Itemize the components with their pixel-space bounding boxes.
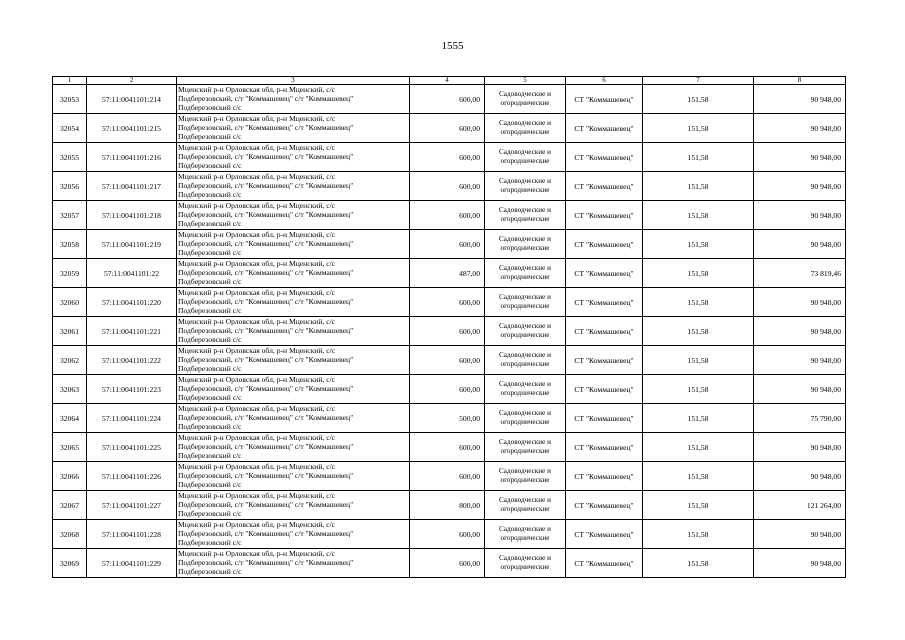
address-line-3: Подберезовский с/с: [178, 190, 242, 199]
table-row: [53, 346, 846, 375]
cadastral-value: 90 948,00: [754, 288, 846, 317]
record-number: 32056: [53, 172, 87, 201]
cadastral-number: 57:11:0041101:221: [87, 317, 177, 346]
address-line-2: Подберезовский, с/т "Коммашевец" с/т "Коммашевец": [178, 384, 354, 393]
table-row: [53, 288, 846, 317]
address-line-2: Подберезовский, с/т "Коммашевец" с/т "Коммашевец": [178, 355, 354, 364]
land-use-line-1: Садоводческие и: [499, 293, 551, 301]
record-number: 32055: [53, 143, 87, 172]
land-use-cell: [485, 230, 566, 259]
address-line-1: Мценский р-н Орловская обл, р-н Мценский, с/с: [178, 491, 336, 500]
column-number-header: [53, 77, 846, 85]
land-use-line-2: огороднические: [500, 418, 550, 426]
column-header: 4: [410, 77, 485, 85]
address-line-2: Подберезовский, с/т "Коммашевец" с/т "Коммашевец": [178, 210, 354, 219]
address-line-1: Мценский р-н Орловская обл, р-н Мценский, с/с: [178, 462, 336, 471]
land-use-line-1: Садоводческие и: [499, 409, 551, 417]
record-number: 32060: [53, 288, 87, 317]
address-line-3: Подберезовский с/с: [178, 161, 242, 170]
address-cell: [177, 172, 410, 201]
cadastral-value: 90 948,00: [754, 375, 846, 404]
organization-name: СТ "Коммашевец": [566, 85, 643, 114]
land-use-line-2: огороднические: [500, 505, 550, 513]
area-value: 600,00: [410, 346, 485, 375]
organization-name: СТ "Коммашевец": [566, 346, 643, 375]
record-number: 32061: [53, 317, 87, 346]
address-line-2: Подберезовский, с/т "Коммашевец" с/т "Коммашевец": [178, 500, 354, 509]
cadastral-value: 90 948,00: [754, 462, 846, 491]
cadastral-value: 90 948,00: [754, 201, 846, 230]
organization-name: СТ "Коммашевец": [566, 288, 643, 317]
land-use-line-1: Садоводческие и: [499, 496, 551, 504]
cadastral-value: 73 819,46: [754, 259, 846, 288]
price-per-unit: 151,58: [643, 346, 754, 375]
area-value: 600,00: [410, 462, 485, 491]
price-per-unit: 151,58: [643, 201, 754, 230]
cadastral-number: 57:11:0041101:225: [87, 433, 177, 462]
area-value: 600,00: [410, 230, 485, 259]
address-line-2: Подберезовский, с/т "Коммашевец" с/т "Коммашевец": [178, 442, 354, 451]
organization-name: СТ "Коммашевец": [566, 520, 643, 549]
address-cell: [177, 462, 410, 491]
land-use-line-2: огороднические: [500, 186, 550, 194]
address-line-3: Подберезовский с/с: [178, 393, 242, 402]
address-cell: [177, 346, 410, 375]
organization-name: СТ "Коммашевец": [566, 143, 643, 172]
address-line-1: Мценский р-н Орловская обл, р-н Мценский, с/с: [178, 375, 336, 384]
record-number: 32057: [53, 201, 87, 230]
area-value: 600,00: [410, 288, 485, 317]
area-value: 600,00: [410, 549, 485, 578]
cadastral-number: 57:11:0041101:229: [87, 549, 177, 578]
price-per-unit: 151,58: [643, 520, 754, 549]
land-use-line-1: Садоводческие и: [499, 177, 551, 185]
record-number: 32068: [53, 520, 87, 549]
area-value: 600,00: [410, 317, 485, 346]
cadastral-number: 57:11:0041101:223: [87, 375, 177, 404]
land-use-line-2: огороднические: [500, 157, 550, 165]
land-use-cell: [485, 259, 566, 288]
record-number: 32069: [53, 549, 87, 578]
record-number: 32067: [53, 491, 87, 520]
organization-name: СТ "Коммашевец": [566, 549, 643, 578]
cadastral-value: 90 948,00: [754, 230, 846, 259]
address-line-3: Подберезовский с/с: [178, 277, 242, 286]
price-per-unit: 151,58: [643, 259, 754, 288]
address-cell: [177, 259, 410, 288]
record-number: 32065: [53, 433, 87, 462]
address-cell: [177, 114, 410, 143]
record-number: 32063: [53, 375, 87, 404]
cadastral-number: 57:11:0041101:228: [87, 520, 177, 549]
cadastral-number: 57:11:0041101:217: [87, 172, 177, 201]
address-line-2: Подберезовский, с/т "Коммашевец" с/т "Коммашевец": [178, 326, 354, 335]
address-line-3: Подберезовский с/с: [178, 132, 242, 141]
table-row: [53, 259, 846, 288]
column-header: 6: [566, 77, 643, 85]
price-per-unit: 151,58: [643, 143, 754, 172]
price-per-unit: 151,58: [643, 317, 754, 346]
column-header: 5: [485, 77, 566, 85]
address-line-1: Мценский р-н Орловская обл, р-н Мценский, с/с: [178, 288, 336, 297]
area-value: 600,00: [410, 85, 485, 114]
address-line-3: Подберезовский с/с: [178, 248, 242, 257]
column-header: 3: [177, 77, 410, 85]
land-use-line-1: Садоводческие и: [499, 322, 551, 330]
address-line-1: Мценский р-н Орловская обл, р-н Мценский, с/с: [178, 404, 336, 413]
price-per-unit: 151,58: [643, 85, 754, 114]
land-use-cell: [485, 491, 566, 520]
land-use-line-2: огороднические: [500, 99, 550, 107]
address-line-3: Подберезовский с/с: [178, 538, 242, 547]
organization-name: СТ "Коммашевец": [566, 172, 643, 201]
land-use-line-1: Садоводческие и: [499, 264, 551, 272]
land-use-line-2: огороднические: [500, 563, 550, 571]
area-value: 600,00: [410, 172, 485, 201]
price-per-unit: 151,58: [643, 288, 754, 317]
land-use-cell: [485, 433, 566, 462]
address-line-1: Мценский р-н Орловская обл, р-н Мценский, с/с: [178, 201, 336, 210]
table-row: [53, 375, 846, 404]
land-use-line-2: огороднические: [500, 128, 550, 136]
area-value: 500,00: [410, 404, 485, 433]
address-cell: [177, 433, 410, 462]
address-line-1: Мценский р-н Орловская обл, р-н Мценский, с/с: [178, 143, 336, 152]
price-per-unit: 151,58: [643, 230, 754, 259]
record-number: 32059: [53, 259, 87, 288]
land-use-line-1: Садоводческие и: [499, 380, 551, 388]
address-cell: [177, 491, 410, 520]
cadastral-number: 57:11:0041101:226: [87, 462, 177, 491]
cadastral-number: 57:11:0041101:218: [87, 201, 177, 230]
page-number: 1555: [441, 40, 464, 52]
organization-name: СТ "Коммашевец": [566, 259, 643, 288]
area-value: 600,00: [410, 520, 485, 549]
address-line-2: Подберезовский, с/т "Коммашевец" с/т "Коммашевец": [178, 123, 354, 132]
address-line-1: Мценский р-н Орловская обл, р-н Мценский, с/с: [178, 433, 336, 442]
land-use-cell: [485, 462, 566, 491]
organization-name: СТ "Коммашевец": [566, 230, 643, 259]
address-cell: [177, 85, 410, 114]
land-use-cell: [485, 143, 566, 172]
address-line-2: Подберезовский, с/т "Коммашевец" с/т "Коммашевец": [178, 297, 354, 306]
address-line-1: Мценский р-н Орловская обл, р-н Мценский, с/с: [178, 230, 336, 239]
land-use-cell: [485, 201, 566, 230]
cadastral-number: 57:11:0041101:215: [87, 114, 177, 143]
table-row: [53, 520, 846, 549]
address-line-1: Мценский р-н Орловская обл, р-н Мценский, с/с: [178, 172, 336, 181]
table-row: [53, 404, 846, 433]
record-number: 32062: [53, 346, 87, 375]
table-row: [53, 549, 846, 578]
cadastral-value: 90 948,00: [754, 520, 846, 549]
record-number: 32058: [53, 230, 87, 259]
organization-name: СТ "Коммашевец": [566, 317, 643, 346]
land-use-line-2: огороднические: [500, 360, 550, 368]
address-line-2: Подберезовский, с/т "Коммашевец" с/т "Коммашевец": [178, 471, 354, 480]
land-use-cell: [485, 172, 566, 201]
land-use-line-1: Садоводческие и: [499, 554, 551, 562]
land-use-line-1: Садоводческие и: [499, 119, 551, 127]
land-use-line-1: Садоводческие и: [499, 90, 551, 98]
address-line-2: Подберезовский, с/т "Коммашевец" с/т "Коммашевец": [178, 239, 354, 248]
cadastral-value: 90 948,00: [754, 346, 846, 375]
area-value: 600,00: [410, 201, 485, 230]
price-per-unit: 151,58: [643, 433, 754, 462]
address-line-2: Подберезовский, с/т "Коммашевец" с/т "Коммашевец": [178, 413, 354, 422]
cadastral-value: 121 264,00: [754, 491, 846, 520]
column-header: 1: [53, 77, 87, 85]
price-per-unit: 151,58: [643, 375, 754, 404]
cadastral-number: 57:11:0041101:227: [87, 491, 177, 520]
address-line-3: Подберезовский с/с: [178, 422, 242, 431]
address-line-1: Мценский р-н Орловская обл, р-н Мценский, с/с: [178, 549, 336, 558]
area-value: 487,00: [410, 259, 485, 288]
address-cell: [177, 317, 410, 346]
land-use-cell: [485, 375, 566, 404]
column-header: 8: [754, 77, 846, 85]
land-use-cell: [485, 549, 566, 578]
land-use-cell: [485, 288, 566, 317]
address-line-1: Мценский р-н Орловская обл, р-н Мценский, с/с: [178, 346, 336, 355]
land-use-line-1: Садоводческие и: [499, 235, 551, 243]
area-value: 600,00: [410, 375, 485, 404]
cadastral-value: 90 948,00: [754, 172, 846, 201]
price-per-unit: 151,58: [643, 462, 754, 491]
address-line-2: Подберезовский, с/т "Коммашевец" с/т "Коммашевец": [178, 268, 354, 277]
address-line-2: Подберезовский, с/т "Коммашевец" с/т "Коммашевец": [178, 94, 354, 103]
land-use-line-2: огороднические: [500, 331, 550, 339]
address-line-1: Мценский р-н Орловская обл, р-н Мценский, с/с: [178, 317, 336, 326]
address-line-2: Подберезовский, с/т "Коммашевец" с/т "Коммашевец": [178, 152, 354, 161]
column-header: 2: [87, 77, 177, 85]
address-line-3: Подберезовский с/с: [178, 480, 242, 489]
column-header: 7: [643, 77, 754, 85]
cadastral-number: 57:11:0041101:216: [87, 143, 177, 172]
address-line-3: Подберезовский с/с: [178, 451, 242, 460]
land-use-cell: [485, 346, 566, 375]
land-use-line-1: Садоводческие и: [499, 467, 551, 475]
area-value: 800,00: [410, 491, 485, 520]
table-row: [53, 172, 846, 201]
land-use-line-2: огороднические: [500, 389, 550, 397]
land-use-cell: [485, 85, 566, 114]
table-body: [53, 85, 846, 578]
address-line-1: Мценский р-н Орловская обл, р-н Мценский, с/с: [178, 259, 336, 268]
table-row: [53, 433, 846, 462]
land-use-line-1: Садоводческие и: [499, 206, 551, 214]
address-line-1: Мценский р-н Орловская обл, р-н Мценский, с/с: [178, 114, 336, 123]
land-use-cell: [485, 317, 566, 346]
land-use-line-1: Садоводческие и: [499, 525, 551, 533]
cadastral-value: 90 948,00: [754, 114, 846, 143]
address-cell: [177, 549, 410, 578]
address-line-3: Подберезовский с/с: [178, 306, 242, 315]
land-use-cell: [485, 520, 566, 549]
cadastral-number: 57:11:0041101:224: [87, 404, 177, 433]
table-row: [53, 491, 846, 520]
land-use-line-2: огороднические: [500, 302, 550, 310]
cadastral-number: 57:11:0041101:222: [87, 346, 177, 375]
address-line-3: Подберезовский с/с: [178, 509, 242, 518]
record-number: 32064: [53, 404, 87, 433]
table-row: [53, 85, 846, 114]
address-cell: [177, 375, 410, 404]
table-row: [53, 143, 846, 172]
price-per-unit: 151,58: [643, 404, 754, 433]
address-cell: [177, 143, 410, 172]
price-per-unit: 151,58: [643, 549, 754, 578]
land-use-line-1: Садоводческие и: [499, 438, 551, 446]
land-use-line-1: Садоводческие и: [499, 351, 551, 359]
land-registry-table: [52, 76, 846, 578]
cadastral-value: 90 948,00: [754, 85, 846, 114]
cadastral-value: 75 790,00: [754, 404, 846, 433]
land-use-line-2: огороднические: [500, 534, 550, 542]
organization-name: СТ "Коммашевец": [566, 404, 643, 433]
cadastral-value: 90 948,00: [754, 317, 846, 346]
address-cell: [177, 520, 410, 549]
organization-name: СТ "Коммашевец": [566, 114, 643, 143]
price-per-unit: 151,58: [643, 114, 754, 143]
cadastral-number: 57:11:0041101:220: [87, 288, 177, 317]
cadastral-value: 90 948,00: [754, 549, 846, 578]
land-use-line-2: огороднические: [500, 476, 550, 484]
land-use-line-1: Садоводческие и: [499, 148, 551, 156]
table-row: [53, 114, 846, 143]
address-line-3: Подберезовский с/с: [178, 219, 242, 228]
address-line-3: Подберезовский с/с: [178, 364, 242, 373]
address-cell: [177, 230, 410, 259]
organization-name: СТ "Коммашевец": [566, 491, 643, 520]
organization-name: СТ "Коммашевец": [566, 433, 643, 462]
land-use-line-2: огороднические: [500, 215, 550, 223]
address-line-2: Подберезовский, с/т "Коммашевец" с/т "Коммашевец": [178, 181, 354, 190]
address-cell: [177, 288, 410, 317]
table-row: [53, 230, 846, 259]
land-use-line-2: огороднические: [500, 447, 550, 455]
address-line-3: Подберезовский с/с: [178, 567, 242, 576]
area-value: 600,00: [410, 433, 485, 462]
address-line-2: Подберезовский, с/т "Коммашевец" с/т "Коммашевец": [178, 558, 354, 567]
address-line-3: Подберезовский с/с: [178, 103, 242, 112]
price-per-unit: 151,58: [643, 172, 754, 201]
organization-name: СТ "Коммашевец": [566, 375, 643, 404]
organization-name: СТ "Коммашевец": [566, 462, 643, 491]
price-per-unit: 151,58: [643, 491, 754, 520]
cadastral-number: 57:11:0041101:214: [87, 85, 177, 114]
cadastral-number: 57:11:0041101:22: [87, 259, 177, 288]
land-use-line-2: огороднические: [500, 273, 550, 281]
record-number: 32054: [53, 114, 87, 143]
cadastral-value: 90 948,00: [754, 143, 846, 172]
address-line-1: Мценский р-н Орловская обл, р-н Мценский, с/с: [178, 520, 336, 529]
address-cell: [177, 404, 410, 433]
address-line-3: Подберезовский с/с: [178, 335, 242, 344]
address-line-1: Мценский р-н Орловская обл, р-н Мценский, с/с: [178, 85, 336, 94]
table-row: [53, 201, 846, 230]
area-value: 600,00: [410, 114, 485, 143]
address-line-2: Подберезовский, с/т "Коммашевец" с/т "Коммашевец": [178, 529, 354, 538]
table-row: [53, 462, 846, 491]
cadastral-number: 57:11:0041101:219: [87, 230, 177, 259]
table-row: [53, 317, 846, 346]
cadastral-value: 90 948,00: [754, 433, 846, 462]
land-use-cell: [485, 404, 566, 433]
land-use-cell: [485, 114, 566, 143]
record-number: 32066: [53, 462, 87, 491]
address-cell: [177, 201, 410, 230]
land-use-line-2: огороднические: [500, 244, 550, 252]
record-number: 32053: [53, 85, 87, 114]
area-value: 600,00: [410, 143, 485, 172]
organization-name: СТ "Коммашевец": [566, 201, 643, 230]
